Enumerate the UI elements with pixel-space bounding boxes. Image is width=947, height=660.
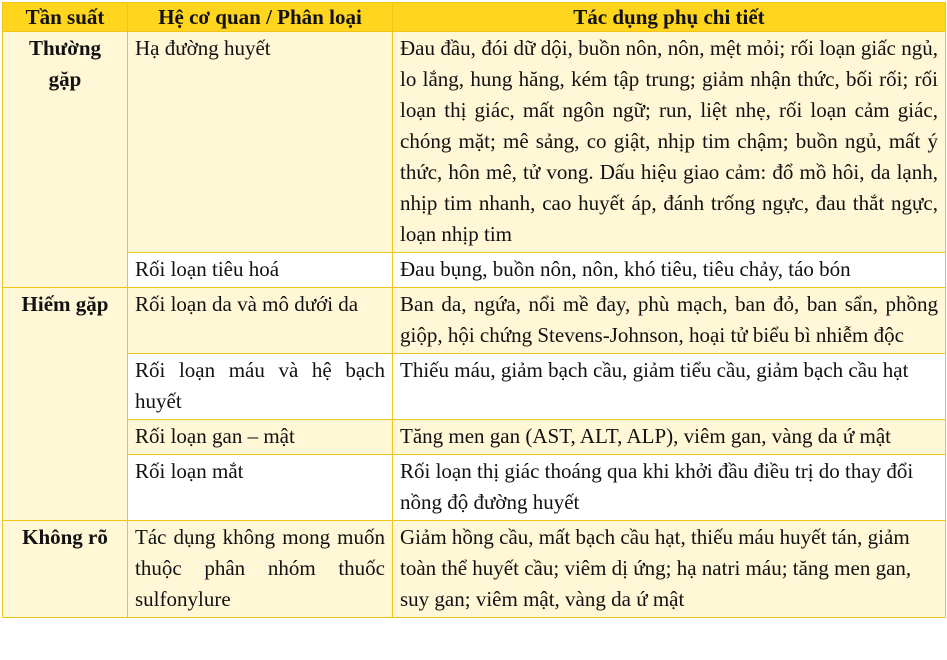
category-cell: Rối loạn tiêu hoá [128,253,393,288]
category-cell: Tác dụng không mong muốn thuộc phân nhóm thuốc sulfonylure [128,521,393,618]
header-row [3,3,946,32]
effects-cell: Thiếu máu, giảm bạch cầu, giảm tiểu cầu, giảm bạch cầu hạt [393,354,946,420]
side-effects-table [2,2,946,618]
category-cell: Rối loạn da và mô dưới da [128,288,393,354]
table-row [3,288,946,354]
table-row [3,32,946,253]
table-row [3,354,946,420]
effects-cell: Tăng men gan (AST, ALT, ALP), viêm gan, vàng da ứ mật [393,420,946,455]
category-cell: Rối loạn mắt [128,455,393,521]
header-effects: Tác dụng phụ chi tiết [393,3,946,32]
header-category: Hệ cơ quan / Phân loại [128,3,393,32]
table-row [3,455,946,521]
effects-cell: Đau bụng, buồn nôn, nôn, khó tiêu, tiêu chảy, táo bón [393,253,946,288]
category-cell: Rối loạn máu và hệ bạch huyết [128,354,393,420]
effects-cell: Đau đầu, đói dữ dội, buồn nôn, nôn, mệt mỏi; rối loạn giấc ngủ, lo lắng, hung hăng, kém tập trung; giảm nhận thức, bối rối; rối loạn thị giác, mất ngôn ngữ; run, liệt nhẹ, rối loạn cảm giác, chóng mặt; mê sảng, co giật, nhịp tim chậm; buồn ngủ, mất ý thức, hôn mê, tử vong. Dấu hiệu giao cảm: đổ mồ hôi, da lạnh, nhịp tim nhanh, cao huyết áp, đánh trống ngực, đau thắt ngực, loạn nhịp tim [393,32,946,253]
table-row [3,253,946,288]
frequency-cell: Thường gặp [3,32,128,288]
category-cell: Hạ đường huyết [128,32,393,253]
table-row [3,521,946,618]
effects-cell: Giảm hồng cầu, mất bạch cầu hạt, thiếu máu huyết tán, giảm toàn thể huyết cầu; viêm dị ứng; hạ natri máu; tăng men gan, suy gan; viêm mật, vàng da ứ mật [393,521,946,618]
header-frequency: Tần suất [3,3,128,32]
frequency-cell: Hiếm gặp [3,288,128,521]
frequency-cell: Không rõ [3,521,128,618]
effects-cell: Rối loạn thị giác thoáng qua khi khởi đầu điều trị do thay đổi nồng độ đường huyết [393,455,946,521]
effects-cell: Ban da, ngứa, nổi mề đay, phù mạch, ban đỏ, ban sẩn, phồng giộp, hội chứng Stevens-Johnson, hoại tử biểu bì nhiễm độc [393,288,946,354]
category-cell: Rối loạn gan – mật [128,420,393,455]
table-row [3,420,946,455]
